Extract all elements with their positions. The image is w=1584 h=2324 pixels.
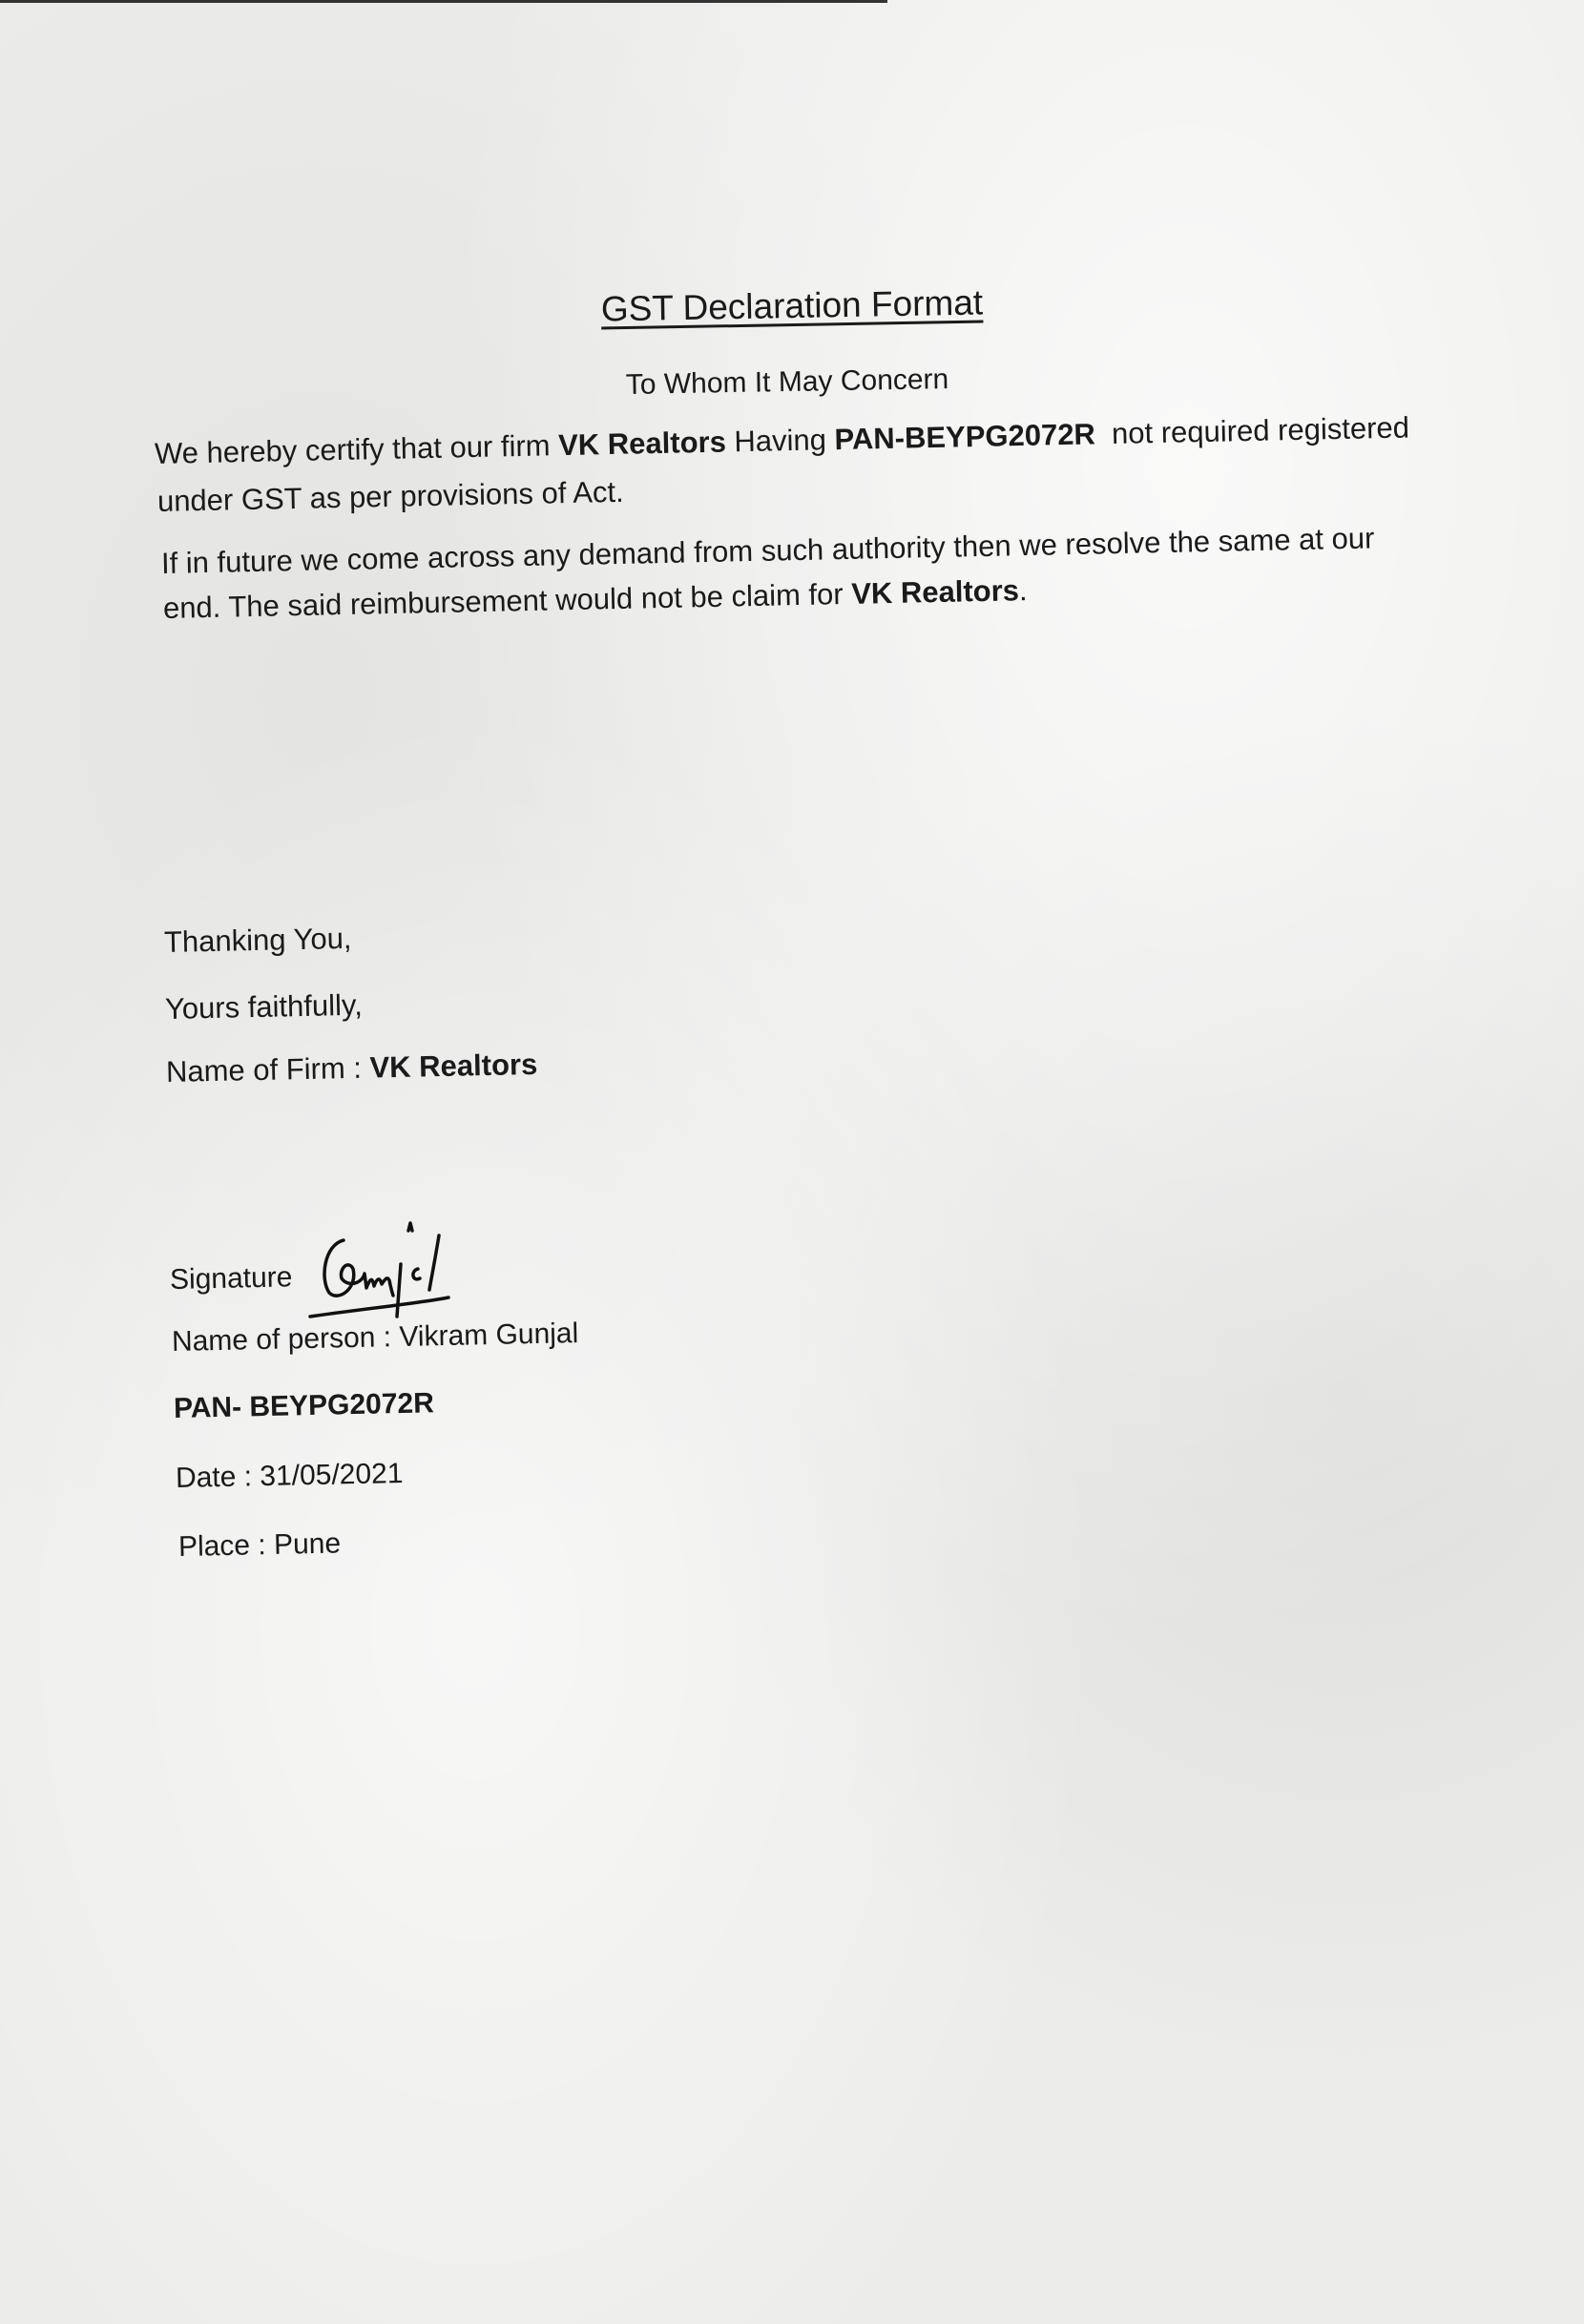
para1-line1: We hereby certify that our firm VK Realtors Having PAN-BEYPG2072R not required registered [154,410,1410,470]
signature-label: Signature [169,1261,293,1296]
document-title: GST Declaration Format [600,282,984,329]
para2-line1: If in future we come across any demand from such authority then we resolve the same at our [160,521,1375,580]
para1-line2: under GST as per provisions of Act. [156,474,625,518]
firm-name-line: Name of Firm : VK Realtors [165,1047,538,1089]
paper-edge [0,0,887,3]
date-line: Date : 31/05/2021 [175,1458,404,1494]
pan-line: PAN- BEYPG2072R [173,1387,435,1424]
person-name-line: Name of person : Vikram Gunjal [171,1318,579,1358]
thanking-text: Thanking You, [163,921,352,959]
para2-line2: end. The said reimbursement would not be claim for VK Realtors. [162,573,1028,625]
pan-number: PAN-BEYPG2072R [834,417,1096,457]
place-line: Place : Pune [177,1527,342,1563]
salutation: To Whom It May Concern [625,363,949,401]
yours-faithfully: Yours faithfully, [164,987,364,1026]
firm-name: VK Realtors [557,425,727,463]
firm-name: VK Realtors [850,573,1020,611]
